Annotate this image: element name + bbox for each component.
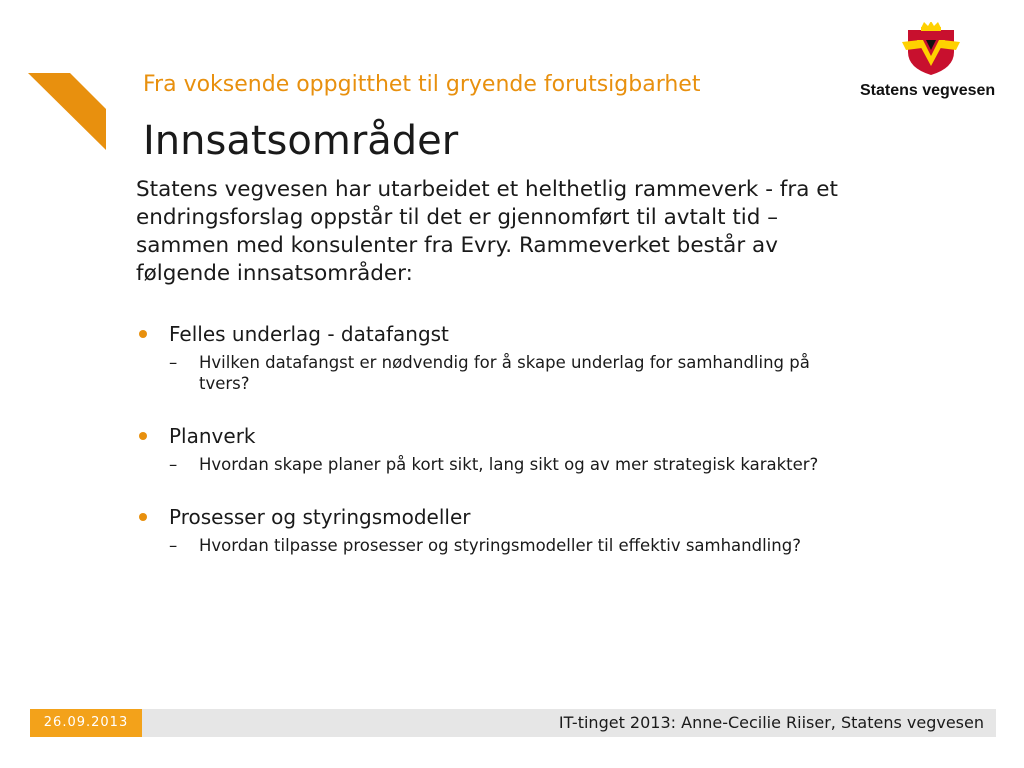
bullet-dot-icon — [139, 513, 147, 521]
list-item — [136, 503, 876, 556]
dash-marker: – — [169, 455, 178, 474]
bullet-list — [136, 320, 876, 584]
bullet-main-text: Prosesser og styringsmodeller — [169, 505, 471, 529]
slide-subtitle: Fra voksende oppgitthet til gryende forutsigbarhet — [143, 72, 701, 97]
list-item — [136, 422, 876, 475]
decorative-stripe — [0, 0, 140, 160]
statens-vegvesen-logo — [860, 22, 1000, 102]
coat-of-arms-icon — [902, 22, 960, 76]
bullet-sub-text: Hvilken datafangst er nødvendig for å skape underlag for samhandling på tvers? — [199, 353, 810, 393]
dash-marker: – — [169, 536, 178, 555]
bullet-sub-text: Hvordan tilpasse prosesser og styringsmodeller til effektiv samhandling? — [199, 536, 801, 555]
slide-title: Innsatsområder — [143, 118, 459, 164]
bullet-dot-icon — [139, 330, 147, 338]
footer-bar — [30, 709, 996, 737]
list-item — [136, 320, 876, 394]
bullet-sub-text: Hvordan skape planer på kort sikt, lang sikt og av mer strategisk karakter? — [199, 455, 819, 474]
dash-marker: – — [169, 353, 178, 372]
bullet-dot-icon — [139, 432, 147, 440]
intro-paragraph: Statens vegvesen har utarbeidet et helthetlig rammeverk - fra et endringsforslag oppstår til det er gjennomført til avtalt tid – sammen med konsulenter fra Evry. Rammeverket består av følgende innsatsområder: — [136, 177, 838, 286]
bullet-main-text: Planverk — [169, 424, 256, 448]
footer-text: IT-tinget 2013: Anne-Cecilie Riiser, Statens vegvesen — [558, 713, 984, 732]
footer-date: 26.09.2013 — [30, 709, 142, 737]
logo-text: Statens vegvesen — [860, 82, 996, 99]
bullet-main-text: Felles underlag - datafangst — [169, 322, 449, 346]
